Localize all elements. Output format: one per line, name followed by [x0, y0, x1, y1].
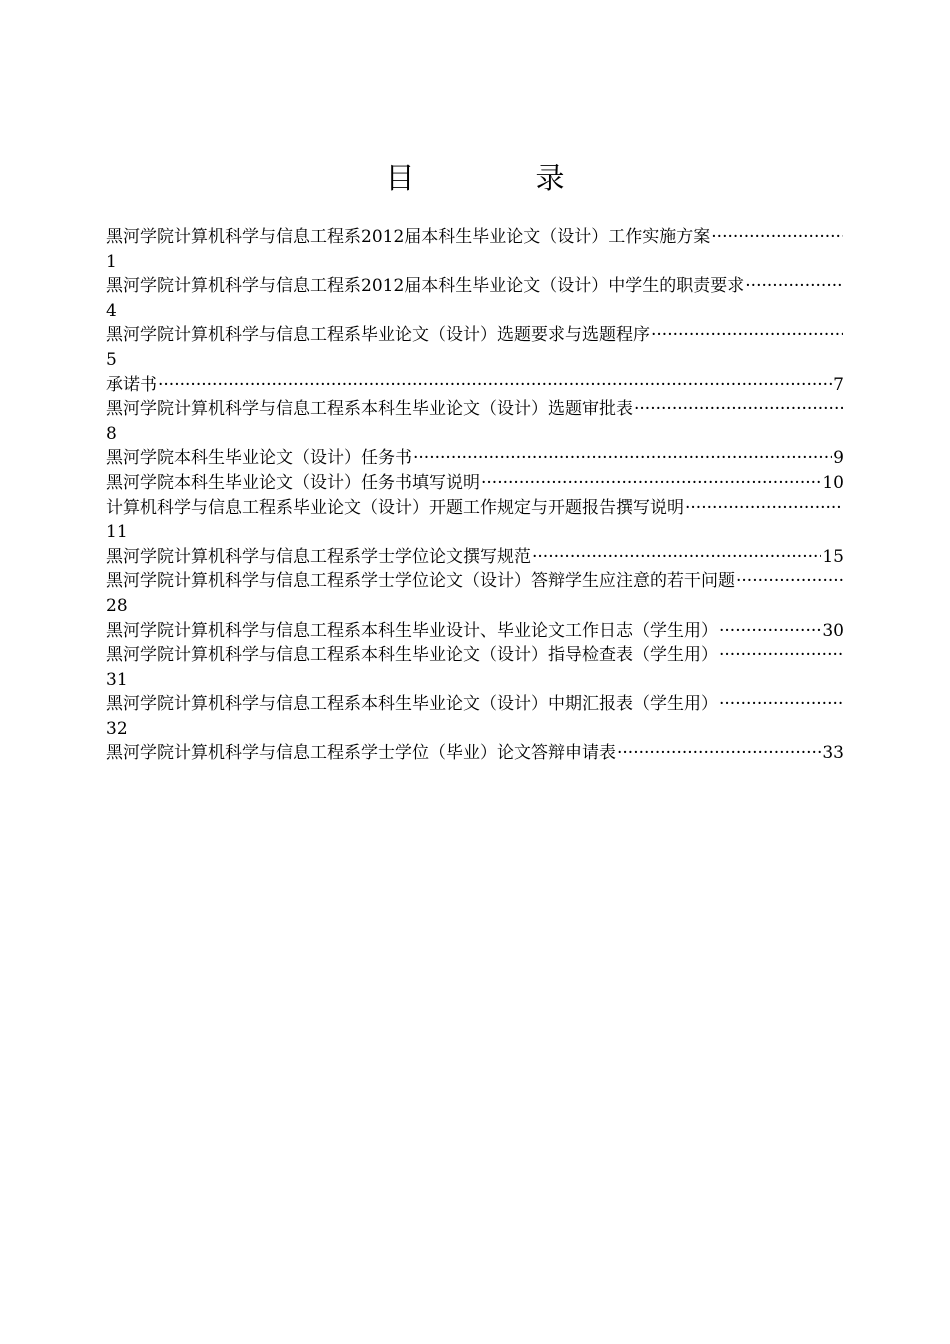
- toc-entry[interactable]: [106, 643, 844, 692]
- toc-leader-dots: [532, 545, 821, 570]
- toc-entry-line: [106, 397, 844, 422]
- toc-entry[interactable]: [106, 225, 844, 274]
- toc-entry-page: 31: [106, 669, 128, 690]
- toc-entry-line: [106, 323, 844, 348]
- toc-entry[interactable]: [106, 569, 844, 618]
- toc-entry-page: 28: [106, 595, 128, 616]
- toc-entry-line: [106, 496, 844, 521]
- toc-entry-text: 黑河学院本科生毕业论文（设计）任务书填写说明: [106, 472, 480, 493]
- toc-leader-dots: [711, 225, 843, 250]
- toc-entry[interactable]: [106, 397, 844, 446]
- toc-entry-page: 30: [822, 620, 844, 641]
- toc-entry-text: 黑河学院计算机科学与信息工程系2012届本科生毕业论文（设计）中学生的职责要求: [106, 276, 745, 297]
- toc-entry[interactable]: [106, 619, 844, 644]
- toc-leader-dots: [158, 373, 832, 398]
- toc-entry-page: 33: [822, 743, 844, 764]
- toc-leader-dots: [736, 569, 843, 594]
- toc-leader-dots: [617, 741, 821, 766]
- toc-entry-line: [106, 643, 844, 668]
- toc-entry-page: 4: [106, 300, 117, 321]
- toc-entry-text: 黑河学院计算机科学与信息工程系本科生毕业论文（设计）中期汇报表（学生用）: [106, 694, 718, 715]
- toc-entry-text: 黑河学院计算机科学与信息工程系2012届本科生毕业论文（设计）工作实施方案: [106, 227, 711, 247]
- toc-entry-text: 黑河学院计算机科学与信息工程系学士学位论文（设计）答辩学生应注意的若干问题: [106, 571, 735, 592]
- toc-entry-page: 10: [822, 472, 844, 493]
- toc-entry-text: 黑河学院计算机科学与信息工程系毕业论文（设计）选题要求与选题程序: [106, 325, 650, 346]
- toc-entry-page: 5: [106, 349, 117, 370]
- toc-entry-page: 15: [822, 546, 844, 567]
- toc-list: [106, 225, 844, 766]
- toc-leader-dots: [685, 496, 843, 521]
- toc-entry[interactable]: [106, 373, 844, 398]
- toc-leader-dots: [719, 692, 843, 717]
- toc-leader-dots: [413, 446, 832, 471]
- toc-entry-line: [106, 225, 844, 250]
- toc-leader-dots: [481, 471, 821, 496]
- toc-entry-text: 计算机科学与信息工程系毕业论文（设计）开题工作规定与开题报告撰写说明: [106, 497, 684, 518]
- toc-entry-line: [106, 741, 844, 766]
- toc-title: 目 录: [385, 161, 611, 195]
- toc-entry-page: 32: [106, 718, 128, 739]
- toc-leader-dots: [634, 397, 843, 422]
- toc-entry-page: 1: [106, 251, 117, 272]
- toc-entry-page: 9: [833, 448, 844, 469]
- toc-entry[interactable]: [106, 471, 844, 496]
- toc-entry-line: [106, 274, 844, 299]
- toc-leader-dots: [719, 643, 843, 668]
- toc-entry-text: 黑河学院本科生毕业论文（设计）任务书: [106, 448, 412, 469]
- toc-entry-text: 黑河学院计算机科学与信息工程系学士学位（毕业）论文答辩申请表: [106, 743, 616, 764]
- toc-entry-page: 8: [106, 423, 117, 444]
- toc-entry-line: [106, 471, 844, 496]
- toc-entry-text: 黑河学院计算机科学与信息工程系学士学位论文撰写规范: [106, 546, 531, 567]
- toc-entry-text: 黑河学院计算机科学与信息工程系本科生毕业论文（设计）指导检查表（学生用）: [106, 645, 718, 666]
- toc-leader-dots: [745, 274, 843, 299]
- toc-entry-line: [106, 619, 844, 644]
- toc-entry-text: 承诺书: [106, 374, 157, 395]
- toc-entry[interactable]: [106, 274, 844, 323]
- toc-entry-line: [106, 446, 844, 471]
- toc-entry-text: 黑河学院计算机科学与信息工程系本科生毕业设计、毕业论文工作日志（学生用）: [106, 620, 718, 641]
- toc-entry[interactable]: [106, 692, 844, 741]
- toc-entry-line: [106, 569, 844, 594]
- toc-leader-dots: [719, 619, 821, 644]
- toc-entry-page: 11: [106, 522, 128, 543]
- toc-entry[interactable]: [106, 496, 844, 545]
- toc-entry[interactable]: [106, 545, 844, 570]
- toc-entry-text: 黑河学院计算机科学与信息工程系本科生毕业论文（设计）选题审批表: [106, 399, 633, 420]
- toc-entry[interactable]: [106, 741, 844, 766]
- toc-entry[interactable]: [106, 323, 844, 372]
- toc-leader-dots: [651, 323, 843, 348]
- toc-entry-line: [106, 373, 844, 398]
- toc-entry-page: 7: [833, 374, 844, 395]
- toc-entry[interactable]: [106, 446, 844, 471]
- toc-entry-line: [106, 545, 844, 570]
- toc-entry-line: [106, 692, 844, 717]
